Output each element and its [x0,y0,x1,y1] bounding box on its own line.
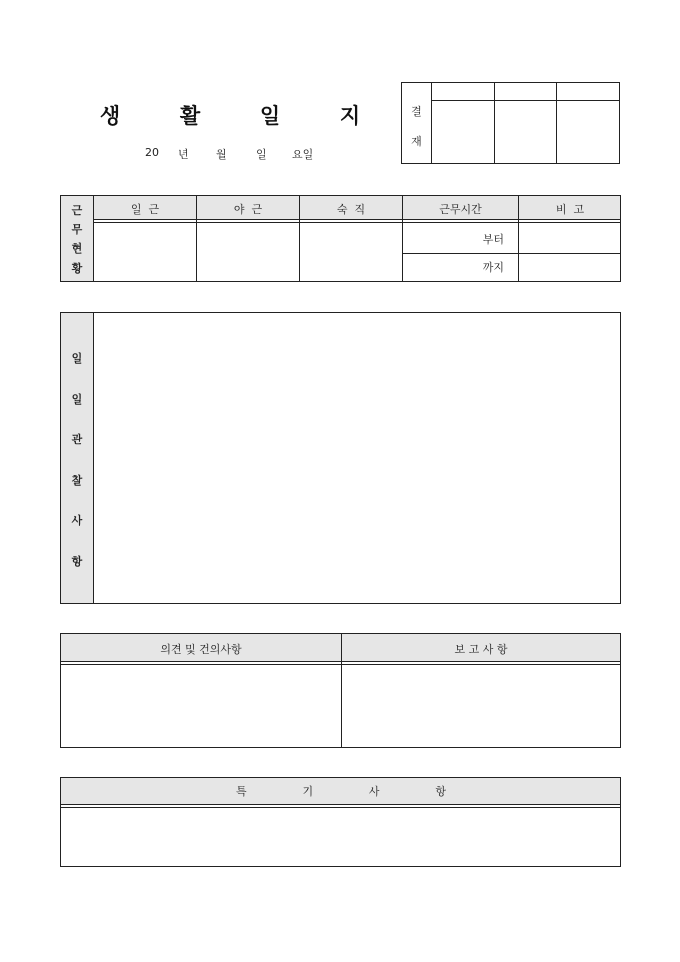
side-char: 황 [71,262,83,275]
overnight-duty-cell[interactable] [300,223,402,281]
daily-observation-side-label [61,313,94,603]
opinion-report-table [60,633,621,748]
special-header-char: 특 [236,785,247,798]
time-from-cell[interactable] [403,226,518,252]
side-char: 일 [71,393,83,406]
opinion-header: 의견 및 건의사항 [160,643,242,656]
title-char: 일 [259,103,281,128]
special-header [236,783,446,801]
side-char: 현 [71,242,83,255]
header-remarks: 비 고 [555,203,585,216]
header-work-hours: 근무시간 [439,203,482,216]
remarks-cell-1[interactable] [519,223,620,253]
approval-slot-1[interactable] [431,83,495,163]
side-char: 찰 [71,474,83,487]
special-notes-body[interactable] [61,808,620,866]
date-month: 월 [216,148,227,161]
title-char: 생 [99,103,121,128]
date-year: 년 [178,148,189,161]
special-notes-table [60,777,621,867]
side-char: 항 [71,555,83,568]
approval-label [402,83,432,163]
special-header-char: 사 [368,785,380,798]
approval-divider [431,100,619,101]
time-to-label: 까지 [482,261,504,274]
time-from-label: 부터 [482,233,504,246]
approval-box [401,82,620,164]
report-body[interactable] [342,665,620,747]
side-char: 근 [71,204,83,217]
side-char: 무 [71,223,83,236]
work-status-table [60,195,621,282]
remarks-cell-2[interactable] [519,254,620,281]
work-status-side-label [61,196,94,281]
side-char: 일 [71,352,83,365]
night-shift-cell[interactable] [197,223,299,281]
date-prefix: 20 [145,146,159,159]
report-header: 보 고 사 항 [454,643,508,656]
daily-observation-body[interactable] [94,313,620,603]
approval-slot-2[interactable] [494,83,557,163]
header-overnight-duty: 숙 직 [336,203,366,216]
time-to-cell[interactable] [403,254,518,280]
date-day: 일 [256,148,267,161]
opinion-body[interactable] [61,665,341,747]
side-char: 관 [71,433,83,446]
title-char: 지 [339,103,361,128]
date-weekday: 요일 [292,148,314,161]
page-title [95,100,365,130]
special-header-char: 항 [435,785,446,798]
side-char: 사 [71,514,83,527]
special-header-char: 기 [302,785,314,798]
approval-label-bottom: 재 [411,135,422,148]
approval-label-top: 결 [411,105,422,118]
header-day-shift: 일 근 [130,203,160,216]
day-shift-cell[interactable] [94,223,196,281]
header-night-shift: 야 근 [233,203,263,216]
daily-observation-table [60,312,621,604]
title-char: 활 [179,103,201,128]
